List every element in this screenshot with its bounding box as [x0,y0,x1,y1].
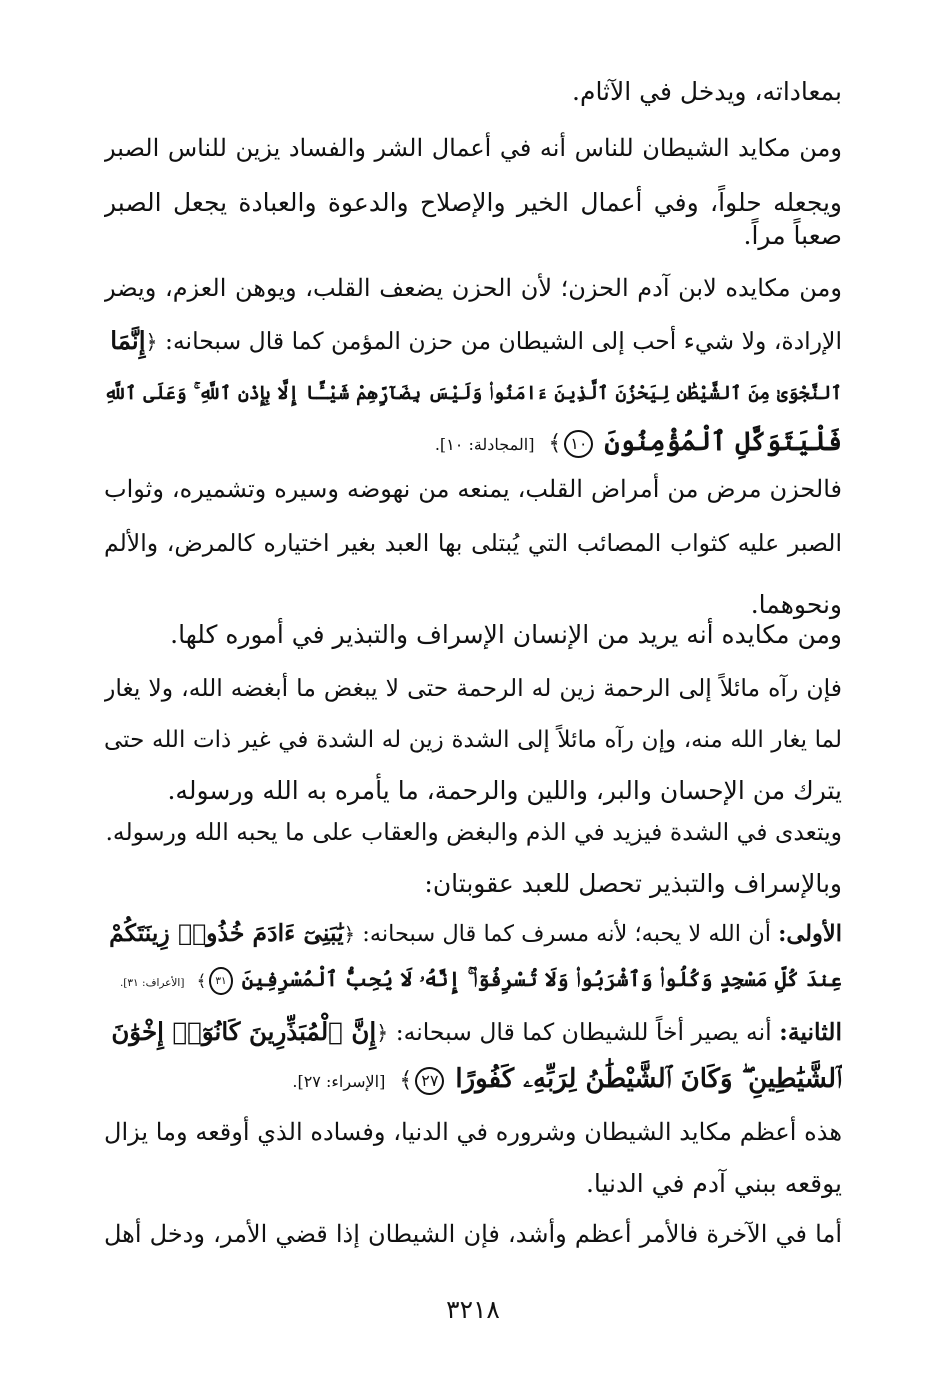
surah-citation: [الأعراف: ٣١]. [119,977,185,989]
page-number: ٣٢١٨ [446,1295,500,1324]
verse-number-badge: ٣١ [209,967,232,995]
text-line [104,1008,842,1056]
line-text: يوقعه ببني آدم في الدنيا. [585,1169,842,1198]
quran-verse: عِندَ كُلِّ مَسْجِدٍ وَكُلُوا۟ وَٱشْرَبُوا۟ وَلَا تُسْرِفُوٓا۟ ۚ إِنَّهُۥ لَا يُحِبُّ ٱلْمُسْرِفِينَ [241,967,842,991]
line-text: الإرادة، ولا شيء أحب إلى الشيطان من حزن المؤمن كما قال سبحانه: [165,327,842,355]
line-text: لما يغار الله منه، وإن رآه مائلاً إلى الشدة زين له الشدة في غير ذات الله حتى [104,727,842,753]
line-text: ونحوهما. [750,590,842,619]
line-text: بمعاداته، ويدخل في الآثام. [572,77,842,106]
line-text: ومن مكايد الشيطان للناس أنه في أعمال الشر والفساد يزين للناس الصبر [104,134,842,162]
line-text: صعباً مراً. [743,221,842,250]
text-line [104,716,842,764]
line-text: فالحزن مرض من أمراض القلب، يمنعه من نهوضه وسيره وتشميره، وثواب [104,475,842,503]
text-line [104,465,842,513]
line-text: ويجعله حلواً، وفي أعمال الخير والإصلاح والدعوة والعبادة يجعل الصبر [104,188,842,217]
quran-verse: ٱلنَّجْوَىٰ مِنَ ٱلشَّيْطَٰنِ لِيَحْزُنَ ٱلَّذِينَ ءَامَنُوا۟ وَلَيْسَ بِضَآرِّهِمْ شَيْـًٔا إِلَّا بِإِذْنِ ٱللَّهِ ۚ وَعَلَى ٱللَّهِ [104,383,842,404]
line-text: فإن رآه مائلاً إلى الرحمة زين له الرحمة حتى لا يبغض ما أبغضه الله، ولا يغار [104,674,842,702]
line-text: ومن مكايده أنه يريد من الإنسان الإسراف والتبذير في أموره كلها. [170,620,842,649]
quran-verse: ٱلشَّيَٰطِينِ ۖ وَكَانَ ٱلشَّيْطَٰنُ لِرَبِّهِۦ كَفُورًا [455,1064,842,1094]
line-text: أن الله لا يحبه؛ لأنه مسرف كما قال سبحانه: [362,921,771,947]
line-text: أنه يصير أخاً للشيطان كما قال سبحانه: [395,1018,772,1046]
line-text: أما في الآخرة فالأمر أعظم وأشد، فإن الشيطان إذا قضي الأمر، ودخل أهل [104,1220,842,1248]
text-line [104,611,842,659]
ayah-open-bracket-icon: ﴿ [145,330,158,354]
quran-verse: إِنَّمَا [110,326,146,355]
ayah-close-bracket-icon: ﴾ [548,431,562,456]
verse-number-badge: ١٠ [564,430,593,458]
line-text: ويتعدى في الشدة فيزيد في الذم والبغض والعقاب على ما يحبه الله ورسوله. [105,818,842,846]
quran-verse: إِنَّ ٱلْمُبَذِّرِينَ كَانُوٓا۟ إِخْوَٰنَ [111,1017,377,1046]
quran-line [104,370,842,418]
quran-line [104,1055,842,1103]
line-text: هذه أعظم مكايد الشيطان وشروره في الدنيا، وفساده الذي أوقعه وما يزال [104,1118,842,1146]
text-line [104,317,842,365]
ayah-open-bracket-icon: ﴿ [343,923,356,946]
point-label: الأولى: [778,921,842,947]
text-line [104,1160,842,1208]
text-line [104,264,842,312]
quran-line [104,955,842,1003]
text-line [104,212,842,260]
point-label: الثانية: [779,1018,842,1046]
verse-number-badge: ٢٧ [415,1067,444,1095]
text-line [104,909,842,957]
text-line [104,664,842,712]
line-text: الصبر عليه كثواب المصائب التي يُبتلى بها العبد بغير اختياره كالمرض، والألم [104,529,842,557]
text-line [104,1108,842,1156]
text-line [104,68,842,116]
quran-line [104,418,842,466]
surah-citation: [الإسراء: ٢٧]. [292,1072,386,1091]
surah-citation: [المجادلة: ١٠]. [434,435,535,454]
quran-verse: فَلْيَتَوَكَّلِ ٱلْمُؤْمِنُونَ [604,427,842,457]
text-line [104,124,842,172]
line-text: يترك من الإحسان والبر، واللين والرحمة، ما يأمره به الله ورسوله. [167,776,842,805]
ayah-open-bracket-icon: ﴿ [376,1021,389,1045]
ayah-close-bracket-icon: ﴾ [399,1068,413,1093]
line-text: وبالإسراف والتبذير تحصل للعبد عقوبتان: [424,869,842,898]
text-line [104,808,842,856]
ayah-close-bracket-icon: ﴾ [196,971,207,990]
text-line [104,519,842,567]
line-text: ومن مكايده لابن آدم الحزن؛ لأن الحزن يضعف القلب، ويوهن العزم، ويضر [104,274,842,302]
text-line [104,860,842,908]
text-line [104,1210,842,1258]
quran-verse: يَٰبَنِىٓ ءَادَمَ خُذُوا۟ زِينَتَكُمْ [109,919,344,947]
